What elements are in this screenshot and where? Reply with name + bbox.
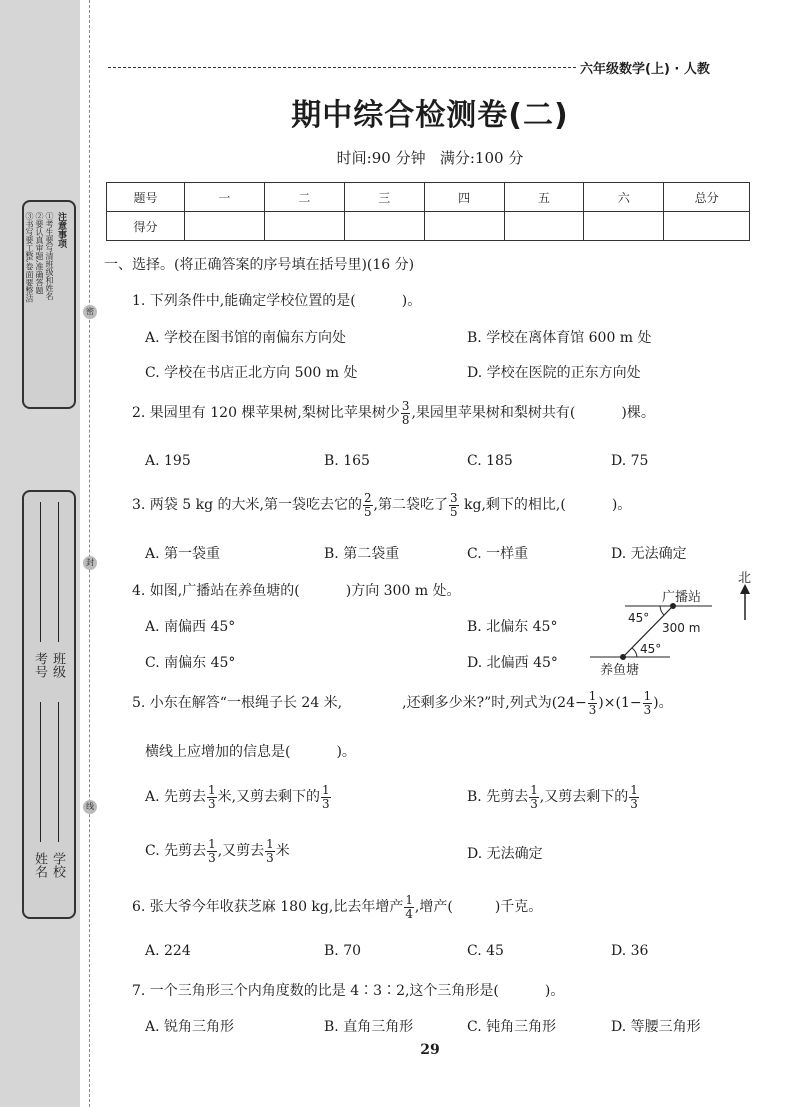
fraction [207, 838, 217, 864]
score-input-cell[interactable] [504, 212, 584, 241]
score-table [106, 182, 750, 241]
option-text: 米 [275, 843, 290, 859]
option-b: B. 70 [324, 943, 362, 959]
note-1: ①考生要写清班级和姓名 [45, 212, 54, 300]
angle-top-label: 45° [628, 611, 650, 625]
question-text: 1. 下列条件中,能确定学校位置的是( [132, 293, 356, 309]
student-info-box [22, 490, 76, 919]
question-text: )。 [544, 983, 565, 999]
question-text: ,果园里苹果树和梨树共有( [411, 405, 576, 421]
fraction [588, 690, 598, 716]
question-text: 7. 一个三角形三个内角度数的比是 4∶3∶2,这个三角形是( [132, 983, 499, 999]
fraction-numerator: 1 [208, 783, 216, 797]
question-text: )。 [336, 744, 356, 760]
question-text: )。 [653, 695, 673, 711]
option-d: D. 无法确定 [467, 846, 543, 862]
fraction [265, 838, 275, 864]
table-cell: 题号 [107, 183, 185, 212]
question-4 [132, 580, 461, 600]
option-a: A. 224 [145, 943, 191, 959]
fraction [643, 690, 653, 716]
question-text: ,还剩多少米?”时,列式为(24− [402, 695, 587, 711]
question-5 [132, 690, 673, 716]
option-a: A. 南偏西 45° [145, 619, 236, 635]
fraction-denominator: 3 [208, 796, 216, 811]
fraction [363, 492, 373, 518]
option-a [145, 784, 332, 810]
table-cell: 六 [584, 183, 664, 212]
fraction-denominator: 3 [266, 850, 274, 865]
fraction [321, 784, 331, 810]
seal-mark-feng: 封 [83, 556, 97, 570]
page-title: 期中综合检测卷(二) [291, 98, 569, 133]
option-b [467, 784, 640, 810]
table-cell: 一 [184, 183, 264, 212]
fraction-denominator: 3 [530, 796, 538, 811]
angle-arc-bottom [632, 648, 637, 657]
seal-mark-mi: 密 [83, 305, 97, 319]
question-text: )。 [401, 293, 422, 309]
question-text: 横线上应增加的信息是( [145, 744, 291, 760]
fraction [207, 784, 217, 810]
angle-arc-top [660, 606, 664, 615]
fraction-denominator: 5 [363, 504, 372, 519]
fraction-denominator: 4 [405, 906, 413, 921]
option-d: D. 等腰三角形 [611, 1019, 701, 1035]
fraction [401, 400, 411, 426]
question-text: 4. 如图,广播站在养鱼塘的( [132, 583, 300, 599]
question-1 [132, 290, 421, 310]
fraction-numerator: 2 [363, 491, 372, 505]
option-d: D. 北偏西 45° [467, 655, 558, 671]
score-table-header-row [107, 183, 750, 212]
question-text: 6. 张大爷今年收获芝麻 180 kg,比去年增产 [132, 899, 404, 915]
fraction [404, 894, 414, 920]
question-6 [132, 894, 542, 920]
question-7 [132, 980, 564, 1000]
direction-diagram [590, 568, 765, 678]
option-d: D. 无法确定 [611, 546, 687, 562]
section-1-title: 一、选择。(将正确答案的序号填在括号里)(16 分) [104, 257, 415, 273]
exam-number-label: 考号 [32, 652, 47, 678]
school-line [58, 702, 59, 842]
notes-title: 注意事项 [56, 212, 66, 248]
option-a: A. 锐角三角形 [145, 1019, 235, 1035]
fraction-numerator: 3 [401, 399, 410, 413]
fraction-denominator: 8 [401, 412, 410, 427]
option-c [145, 838, 290, 864]
fraction-numerator: 1 [530, 783, 538, 797]
table-cell: 得分 [107, 212, 185, 241]
fraction [449, 492, 459, 518]
fraction-numerator: 1 [405, 893, 413, 907]
angle-bottom-label: 45° [640, 642, 662, 656]
option-d: D. 学校在医院的正东方向处 [467, 365, 641, 381]
score-input-cell[interactable] [584, 212, 664, 241]
question-text: )方向 300 m 处。 [345, 583, 461, 599]
score-table-score-row [107, 212, 750, 241]
table-cell: 三 [344, 183, 424, 212]
score-input-cell[interactable] [424, 212, 504, 241]
edition-label: 六年级数学(上) · 人教 [580, 62, 710, 77]
name-line [40, 702, 41, 842]
option-d: D. 75 [611, 453, 649, 469]
question-5-line2 [145, 741, 356, 761]
score-input-cell[interactable] [264, 212, 344, 241]
question-text: )×(1− [598, 695, 642, 711]
option-b: B. 直角三角形 [324, 1019, 414, 1035]
fraction-denominator: 3 [643, 702, 652, 717]
score-input-cell[interactable] [664, 212, 750, 241]
option-d: D. 36 [611, 943, 649, 959]
table-cell: 总分 [664, 183, 750, 212]
seal-mark-xian: 线 [83, 800, 97, 814]
exam-number-line [40, 502, 41, 642]
class-line [58, 502, 59, 642]
fraction-denominator: 3 [208, 850, 216, 865]
option-text: 米,又剪去剩下的 [217, 789, 321, 805]
option-text: C. 先剪去 [145, 843, 207, 859]
option-c: C. 学校在书店正北方向 500 m 处 [145, 365, 358, 381]
score-input-cell[interactable] [184, 212, 264, 241]
question-text: kg,剩下的相比,( [459, 497, 566, 513]
option-c: C. 一样重 [467, 546, 529, 562]
table-cell: 二 [264, 183, 344, 212]
option-a: A. 学校在图书馆的南偏东方向处 [145, 330, 347, 346]
note-2: ②要认真审题,准确答题 [35, 212, 44, 295]
score-input-cell[interactable] [344, 212, 424, 241]
option-c: C. 45 [467, 943, 504, 959]
option-text: A. 先剪去 [145, 789, 207, 805]
question-3 [132, 492, 631, 518]
time-score-line: 时间:90 分钟 满分:100 分 [336, 149, 524, 167]
fraction-numerator: 1 [266, 837, 274, 851]
fraction-denominator: 3 [630, 796, 638, 811]
station-label: 广播站 [662, 590, 702, 605]
question-text: )。 [611, 497, 632, 513]
question-text: 3. 两袋 5 kg 的大米,第一袋吃去它的 [132, 497, 362, 513]
fraction-numerator: 3 [450, 491, 458, 505]
name-label: 姓名 [32, 852, 47, 878]
fraction-numerator: 1 [630, 783, 638, 797]
fraction-numerator: 1 [208, 837, 216, 851]
option-text: ,又剪去 [217, 843, 265, 859]
distance-label: 300 m [662, 621, 701, 635]
question-2 [132, 400, 655, 426]
fraction-numerator: 1 [588, 689, 597, 703]
fraction-numerator: 1 [643, 689, 652, 703]
pond-point [620, 654, 626, 660]
option-b: B. 北偏东 45° [467, 619, 558, 635]
table-cell: 四 [424, 183, 504, 212]
north-label: 北 [738, 571, 752, 586]
option-c: C. 185 [467, 453, 513, 469]
fraction-denominator: 3 [588, 702, 597, 717]
option-b: B. 165 [324, 453, 370, 469]
question-text: 2. 果园里有 120 棵苹果树,梨树比苹果树少 [132, 405, 400, 421]
question-text: ,增产( [414, 899, 453, 915]
fraction-denominator: 3 [322, 796, 330, 811]
header-dashed-rule [108, 67, 576, 68]
question-text: 5. 小东在解答“一根绳子长 24 米, [132, 695, 343, 711]
fraction [629, 784, 639, 810]
page-number: 29 [420, 1042, 440, 1058]
option-b: B. 学校在离体育馆 600 m 处 [467, 330, 652, 346]
option-a: A. 195 [145, 453, 191, 469]
option-c: C. 南偏东 45° [145, 655, 236, 671]
fraction [529, 784, 539, 810]
school-label: 学校 [50, 852, 65, 878]
class-label: 班级 [50, 652, 65, 678]
option-text: ,又剪去剩下的 [539, 789, 629, 805]
fraction-numerator: 1 [322, 783, 330, 797]
question-text: )千克。 [494, 899, 543, 915]
question-text: ,第二袋吃了 [373, 497, 448, 513]
pond-label: 养鱼塘 [600, 663, 640, 678]
option-c: C. 钝角三角形 [467, 1019, 557, 1035]
table-cell: 五 [504, 183, 584, 212]
question-text: )棵。 [621, 405, 655, 421]
option-b: B. 第二袋重 [324, 546, 400, 562]
option-text: B. 先剪去 [467, 789, 529, 805]
fraction-denominator: 5 [450, 504, 458, 519]
notes-box [22, 200, 76, 409]
note-3: ③书写要工整,卷面要整洁 [25, 212, 34, 303]
option-a: A. 第一袋重 [145, 546, 221, 562]
